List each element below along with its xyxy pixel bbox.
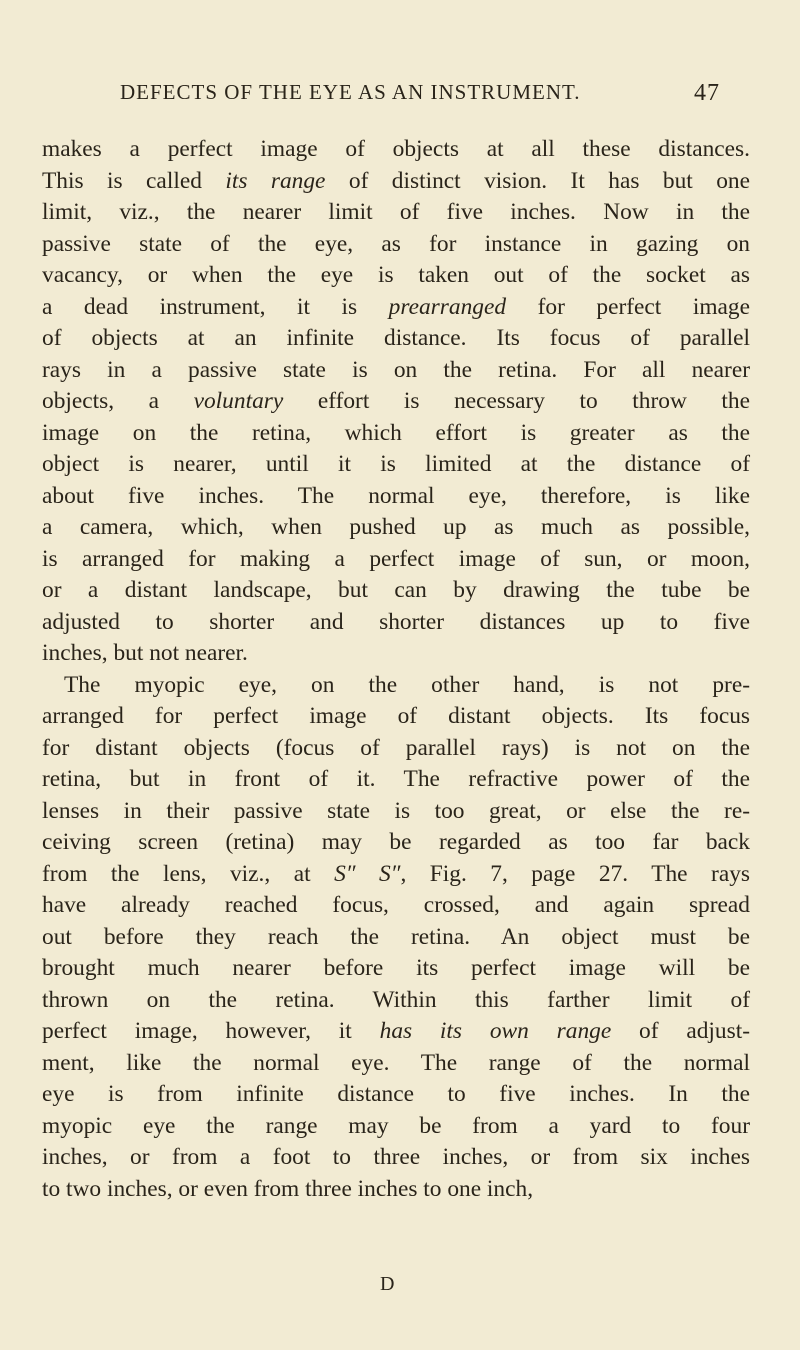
text-segment: makes a perfect image of objects at all these distances. [42,136,750,162]
text-segment: arranged for perfect image of distant objects. Its focus [42,703,750,729]
text-line [42,166,750,198]
text-segment: ment, like the normal eye. The range of the normal [42,1049,750,1076]
text-segment: effort is necessary to throw the [283,388,750,414]
text-line [42,607,750,639]
text-line [42,292,750,324]
text-segment: perfect image, however, it [42,1018,380,1044]
text-line [42,1079,750,1111]
text-segment: to two inches, or even from three inches to one inch, [42,1175,534,1202]
text-segment: about five inches. The normal eye, therefore, is like [42,482,750,509]
text-segment: thrown on the retina. Within this farther limit of [42,986,750,1013]
text-segment: lenses in their passive state is too great, or else the re- [42,797,750,824]
text-line [42,638,750,670]
text-line [42,449,750,481]
text-segment: inches, but not nearer. [42,640,248,666]
text-line [42,796,750,828]
italic-emphasis: prearranged [388,293,507,320]
text-segment: object is nearer, until it is limited at the distance of [42,451,750,477]
signature-mark: D [380,1273,395,1295]
text-segment: of adjust- [611,1018,751,1044]
text-segment: , Fig. 7, page 27. The rays [400,860,750,887]
text-line [42,922,750,954]
text-segment: The myopic eye, on the other hand, is not pre- [64,671,750,698]
text-segment: ceiving screen (retina) may be regarded as too far back [42,829,750,855]
text-segment: This is called [42,167,226,194]
text-line [42,355,750,387]
text-segment: brought much nearer before its perfect image will be [42,955,750,981]
text-segment: myopic eye the range may be from a yard to four [42,1112,750,1139]
text-segment: passive state of the eye, as for instance in gazing on [42,230,750,257]
text-segment: vacancy, or when the eye is taken out of the socket as [42,262,750,288]
text-segment: or a distant landscape, but can by drawing the tube be [42,577,750,603]
italic-emphasis: has its own range [379,1018,612,1044]
text-line [42,764,750,796]
text-line [42,544,750,576]
text-line [42,670,750,702]
text-line [42,481,750,513]
text-line [42,1174,750,1206]
text-line [42,827,750,859]
text-line [42,386,750,418]
text-segment: inches, or from a foot to three inches, or from six inches [42,1144,750,1170]
italic-emphasis: its range [225,167,326,194]
text-line [42,890,750,922]
body-text [42,134,750,1205]
text-segment: adjusted to shorter and shorter distances up to five [42,608,750,635]
text-line [42,953,750,985]
text-line [42,134,750,166]
text-line [42,323,750,355]
text-line [42,1048,750,1080]
text-segment: for perfect image [506,293,750,320]
text-segment: objects, a [42,388,194,414]
text-segment: limit, viz., the nearer limit of five inches. Now in the [42,199,750,225]
text-segment: of objects at an infinite distance. Its focus of parallel [42,325,750,351]
text-segment: retina, but in front of it. The refractive power of the [42,766,750,792]
text-line [42,512,750,544]
italic-emphasis: voluntary [193,388,284,414]
text-segment: a camera, which, when pushed up as much as possible, [42,514,750,540]
text-segment: rays in a passive state is on the retina. For all nearer [42,356,750,383]
text-line [42,1111,750,1143]
page-header [120,80,720,110]
italic-emphasis: S″ S″ [334,860,401,887]
text-segment: for distant objects (focus of parallel rays) is not on the [42,734,750,761]
text-segment: have already reached focus, crossed, and again spread [42,892,750,918]
text-line [42,859,750,891]
text-segment: of distinct vision. It has but one [325,167,750,194]
text-line [42,197,750,229]
text-line [42,229,750,261]
text-segment: image on the retina, which effort is greater as the [42,419,750,446]
text-line [42,575,750,607]
text-line [42,701,750,733]
text-segment: from the lens, viz., at [42,860,335,887]
running-title: DEFECTS OF THE EYE AS AN INSTRUMENT. [120,80,581,104]
text-line [42,418,750,450]
text-line [42,260,750,292]
text-segment: is arranged for making a perfect image of sun, or moon, [42,545,750,572]
text-line [42,1016,750,1048]
text-line [42,985,750,1017]
text-line [42,1142,750,1174]
text-line [42,733,750,765]
page-number: 47 [694,80,720,106]
text-segment: eye is from infinite distance to five inches. In the [42,1081,750,1107]
text-segment: out before they reach the retina. An object must be [42,923,750,950]
text-segment: a dead instrument, it is [42,293,389,320]
